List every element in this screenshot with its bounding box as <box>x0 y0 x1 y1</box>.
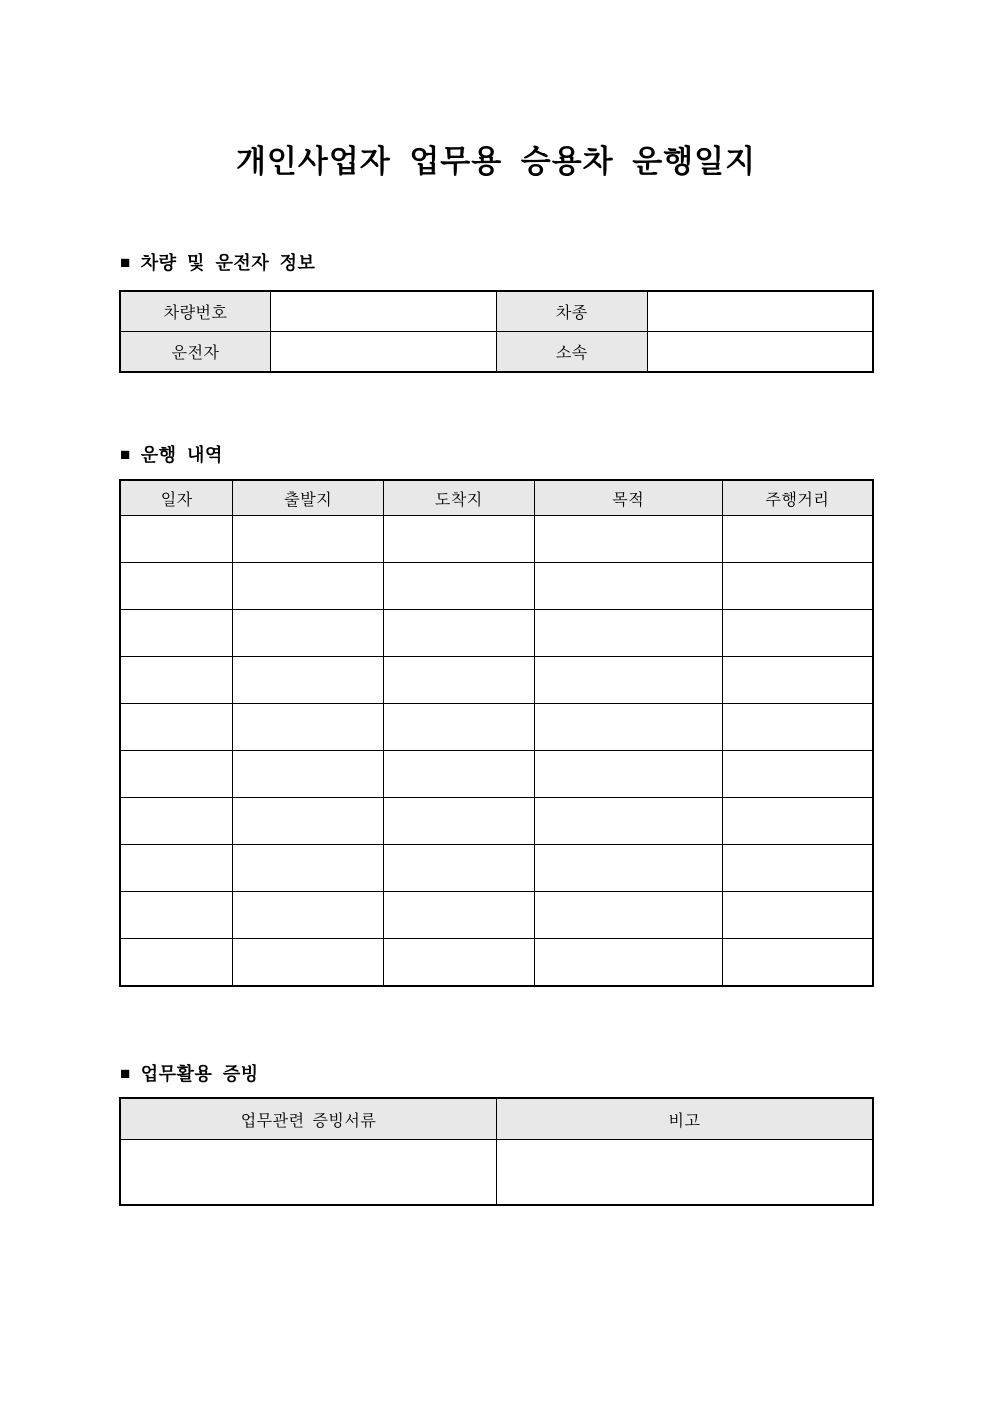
field-label-vehicle-number: 차량번호 <box>120 291 271 332</box>
driving-log-body <box>120 516 873 987</box>
log-cell[interactable] <box>120 751 233 798</box>
log-cell[interactable] <box>384 516 535 563</box>
vehicle-info-table <box>119 290 874 373</box>
column-header-distance: 주행거리 <box>722 480 873 516</box>
column-header-arrival: 도착지 <box>384 480 535 516</box>
section-bullet-icon: ■ <box>120 444 131 464</box>
log-row <box>120 798 873 845</box>
log-cell[interactable] <box>233 610 384 657</box>
evidence-body <box>120 1140 873 1206</box>
log-cell[interactable] <box>722 704 873 751</box>
log-cell[interactable] <box>120 845 233 892</box>
evidence-header-row <box>120 1098 873 1140</box>
log-cell[interactable] <box>233 892 384 939</box>
log-row <box>120 751 873 798</box>
log-row <box>120 845 873 892</box>
log-cell[interactable] <box>534 657 722 704</box>
log-cell[interactable] <box>120 563 233 610</box>
log-cell[interactable] <box>534 939 722 987</box>
log-cell[interactable] <box>534 845 722 892</box>
log-cell[interactable] <box>722 751 873 798</box>
log-cell[interactable] <box>120 657 233 704</box>
field-label-affiliation: 소속 <box>496 332 647 373</box>
log-row <box>120 563 873 610</box>
log-cell[interactable] <box>534 516 722 563</box>
log-row <box>120 610 873 657</box>
log-row <box>120 892 873 939</box>
evidence-cell[interactable] <box>497 1140 874 1206</box>
driving-log-header-row <box>120 480 873 516</box>
evidence-cell[interactable] <box>120 1140 497 1206</box>
log-cell[interactable] <box>722 563 873 610</box>
field-value-driver[interactable] <box>271 332 497 373</box>
log-cell[interactable] <box>722 516 873 563</box>
log-cell[interactable] <box>722 845 873 892</box>
section-bullet-icon: ■ <box>120 1063 131 1083</box>
log-row <box>120 657 873 704</box>
column-header-purpose: 목적 <box>534 480 722 516</box>
log-cell[interactable] <box>233 516 384 563</box>
section-heading-label: 업무활용 증빙 <box>140 1064 259 1084</box>
evidence-table <box>119 1097 874 1206</box>
log-cell[interactable] <box>384 610 535 657</box>
field-value-vehicle-number[interactable] <box>271 291 497 332</box>
log-cell[interactable] <box>722 798 873 845</box>
section-heading-label: 운행 내역 <box>140 445 223 465</box>
log-cell[interactable] <box>534 892 722 939</box>
log-cell[interactable] <box>233 704 384 751</box>
log-cell[interactable] <box>534 563 722 610</box>
log-cell[interactable] <box>722 892 873 939</box>
field-value-vehicle-type[interactable] <box>647 291 873 332</box>
log-cell[interactable] <box>233 798 384 845</box>
log-cell[interactable] <box>384 751 535 798</box>
section-heading-driving-log <box>120 441 223 467</box>
log-cell[interactable] <box>120 892 233 939</box>
log-cell[interactable] <box>534 751 722 798</box>
log-cell[interactable] <box>384 892 535 939</box>
log-cell[interactable] <box>120 939 233 987</box>
evidence-row <box>120 1140 873 1206</box>
log-cell[interactable] <box>120 610 233 657</box>
log-cell[interactable] <box>384 563 535 610</box>
log-cell[interactable] <box>120 798 233 845</box>
page-title: 개인사업자 업무용 승용차 운행일지 <box>235 144 757 179</box>
log-cell[interactable] <box>534 610 722 657</box>
log-cell[interactable] <box>233 845 384 892</box>
log-cell[interactable] <box>120 704 233 751</box>
log-cell[interactable] <box>120 516 233 563</box>
section-heading-evidence <box>120 1060 259 1086</box>
vehicle-info-row <box>120 332 873 373</box>
field-label-vehicle-type: 차종 <box>496 291 647 332</box>
section-heading-label: 차량 및 운전자 정보 <box>140 253 316 273</box>
driving-log-table <box>119 479 874 987</box>
log-cell[interactable] <box>384 704 535 751</box>
section-heading-vehicle-info <box>120 249 315 275</box>
column-header-departure: 출발지 <box>233 480 384 516</box>
log-cell[interactable] <box>233 939 384 987</box>
log-cell[interactable] <box>534 704 722 751</box>
vehicle-info-row <box>120 291 873 332</box>
log-cell[interactable] <box>233 657 384 704</box>
log-cell[interactable] <box>384 657 535 704</box>
column-header-evidence-docs: 업무관련 증빙서류 <box>120 1098 497 1140</box>
log-cell[interactable] <box>722 657 873 704</box>
log-cell[interactable] <box>384 798 535 845</box>
log-cell[interactable] <box>722 610 873 657</box>
log-row <box>120 704 873 751</box>
log-row <box>120 939 873 987</box>
log-row <box>120 516 873 563</box>
column-header-date: 일자 <box>120 480 233 516</box>
section-bullet-icon: ■ <box>120 252 131 272</box>
field-label-driver: 운전자 <box>120 332 271 373</box>
log-cell[interactable] <box>722 939 873 987</box>
log-cell[interactable] <box>534 798 722 845</box>
log-cell[interactable] <box>233 563 384 610</box>
log-cell[interactable] <box>233 751 384 798</box>
log-cell[interactable] <box>384 845 535 892</box>
column-header-remarks: 비고 <box>497 1098 874 1140</box>
log-cell[interactable] <box>384 939 535 987</box>
field-value-affiliation[interactable] <box>647 332 873 373</box>
